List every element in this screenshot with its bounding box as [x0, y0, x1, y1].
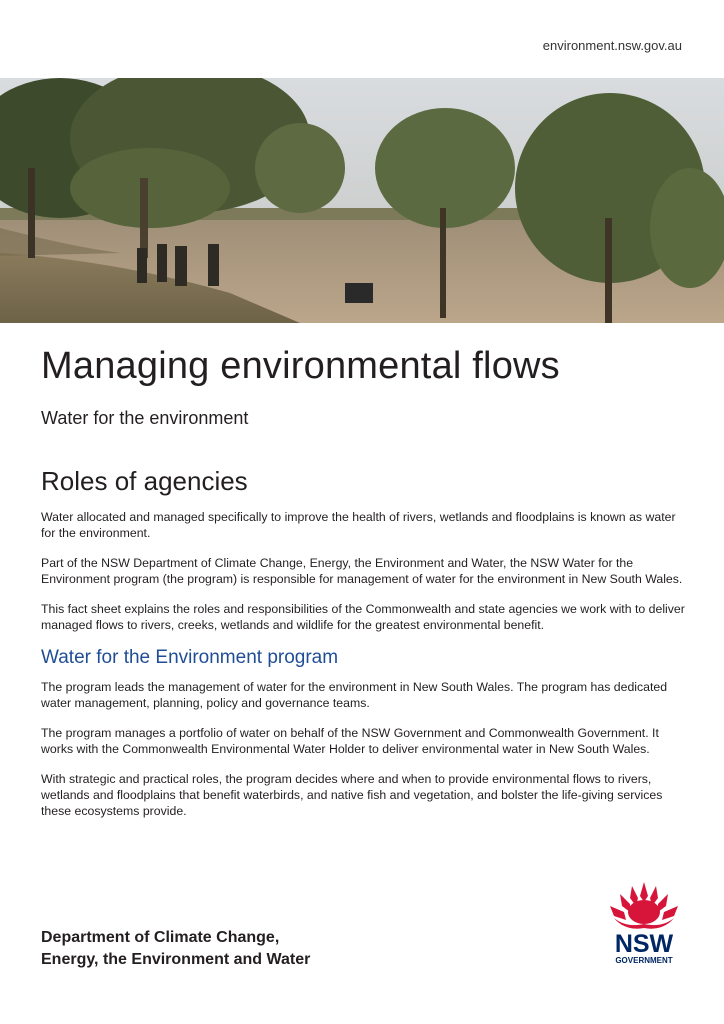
- site-url[interactable]: environment.nsw.gov.au: [542, 38, 682, 53]
- paragraph: The program leads the management of water for the environment in New South Wales. The program has dedicated water management, planning, policy and governance teams.: [41, 680, 668, 710]
- waratah-icon: [610, 882, 678, 929]
- department-name: [41, 927, 310, 971]
- paragraph: This fact sheet explains the roles and responsibilities of the Commonwealth and state agencies we work with to deliver managed flows to rivers, creeks, wetlands and wildlife for the greatest environmental benefit.: [41, 602, 685, 632]
- section-heading-roles: Roles of agencies: [41, 466, 248, 496]
- paragraph: Water allocated and managed specifically to improve the health of rivers, wetlands and floodplains is known as water for the environment.: [41, 510, 676, 540]
- hero-photo: [0, 78, 724, 323]
- paragraph: With strategic and practical roles, the program decides where and when to provide environmental flows to rivers, wetlands and floodplains that benefit waterbirds, and native fish and vegetation, and bolster the life-giving services these ecosystems provide.: [41, 772, 663, 818]
- page-subtitle: Water for the environment: [41, 408, 249, 428]
- department-line-1: Department of Climate Change,: [41, 929, 280, 946]
- main-content: [41, 466, 686, 833]
- department-line-2: Energy, the Environment and Water: [41, 951, 311, 968]
- nsw-government-logo: [604, 880, 684, 966]
- paragraph: The program manages a portfolio of water on behalf of the NSW Government and Commonwealth Government. It works with the Commonwealth Environmental Water Holder to deliver environmental water in New South Wales.: [41, 726, 659, 756]
- paragraph: Part of the NSW Department of Climate Change, Energy, the Environment and Water, the NSW Water for the Environment program (the program) is responsible for management of water for the environment in New South Wales.: [41, 556, 683, 586]
- page-title: Managing environmental flows: [41, 345, 560, 387]
- logo-subtext: GOVERNMENT: [615, 956, 673, 965]
- section-heading-program: Water for the Environment program: [41, 647, 339, 668]
- logo-wordmark: NSW: [614, 930, 674, 958]
